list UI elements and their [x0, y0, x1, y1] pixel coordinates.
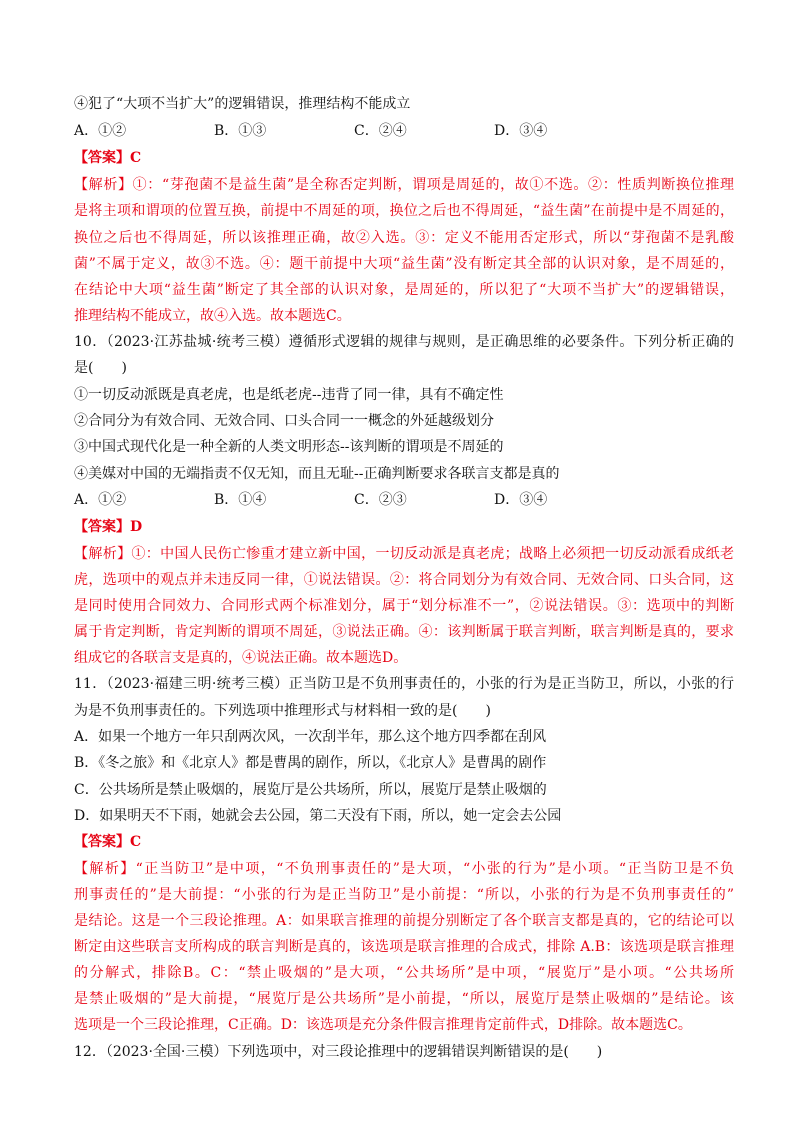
q10-analysis-line: 属于肯定判断，肯定判断的谓项不周延，③说法正确。④：该判断属于联言判断，联言判断是真的，要求	[74, 624, 734, 640]
q11-analysis-line: 的分解式，排除B。C：“禁止吸烟的”是大项，“公共场所”是中项，“展览厅”是小项。“公共场所	[74, 965, 734, 981]
q9-analysis-line: 推理结构不能成立，故④入选。故本题选C。	[74, 308, 351, 324]
q11-choice-b: B．《冬之旅》和《北京人》都是曹禺的剧作，所以，《北京人》是曹禺的剧作	[74, 755, 547, 771]
q10-item: ①一切反动派既是真老虎，也是纸老虎--违背了同一律，具有不确定性	[74, 387, 504, 403]
q9-option-c: C．②④	[354, 123, 407, 139]
q9-answer: 【答案】C	[74, 150, 142, 166]
q10-option-c: C．②③	[354, 492, 407, 508]
q10-stem: 10．（2023·江苏盐城·统考三模）遵循形式逻辑的规律与规则，是正确思维的必要条件。下列分析正确的	[74, 334, 734, 350]
q11-analysis-line: 【解析】“正当防卫”是中项，“不负刑事责任的”是大项，“小张的行为”是小项。“正当防卫是不负	[74, 861, 734, 877]
q11-stem: 为是不负刑事责任的。下列选项中推理形式与材料相一致的是( )	[74, 703, 491, 719]
q10-option-b: B．①④	[214, 492, 267, 508]
q9-analysis-line: 是将主项和谓项的位置互换，前提中不周延的项，换位之后也不得周延，“益生菌”在前提中是不周延的，	[74, 203, 734, 219]
q11-choice-c: C．公共场所是禁止吸烟的，展览厅是公共场所，所以，展览厅是禁止吸烟的	[74, 782, 547, 798]
q10-stem: 是( )	[74, 360, 127, 376]
q11-answer: 【答案】C	[74, 834, 142, 850]
q10-item: ②合同分为有效合同、无效合同、口头合同一一概念的外延越级划分	[74, 413, 494, 429]
q11-analysis-line: 断定由这些联言支所构成的联言判断是真的，该选项是联言推理的合成式，排除 A.B：该选项是联言推理	[74, 939, 734, 955]
q9-option-d: D．③④	[494, 123, 548, 139]
q9-analysis-line: 换位之后也不得周延，所以该推理正确，故②入选。③：定义不能用否定形式，所以“芽孢菌不是乳酸	[74, 230, 734, 246]
q11-analysis-line: 是禁止吸烟的”是大前提，“展览厅是公共场所”是小前提，“所以，展览厅是禁止吸烟的”是结论。该	[74, 991, 734, 1007]
q10-options	[74, 490, 734, 514]
q10-analysis-line: 虎，选项中的观点并未违反同一律，①说法错误。②：将合同划分为有效合同、无效合同、口头合同，这	[74, 572, 734, 588]
q10-analysis-line: 是同时使用合同效力、合同形式两个标准划分，属于“划分标准不一”，②说法错误。③：选项中的判断	[74, 598, 734, 614]
q9-option-b: B．①③	[214, 123, 267, 139]
q12-stem: 12．（2023·全国·三模）下列选项中，对三段论推理中的逻辑错误判断错误的是( )	[74, 1044, 603, 1060]
q9-analysis-line: 【解析】①：“芽孢菌不是益生菌”是全称否定判断，谓项是周延的，故①不选。②：性质判断换位推理	[74, 177, 734, 193]
q9-analysis-line: 菌”不属于定义，故③不选。④：题干前提中大项“益生菌”没有断定其全部的认识对象，是不周延的，	[74, 256, 734, 272]
q11-choice-d: D．如果明天不下雨，她就会去公园，第二天没有下雨，所以，她一定会去公园	[74, 808, 562, 824]
q10-analysis-line: 组成它的各联言支是真的，④说法正确。故本题选D。	[74, 650, 408, 666]
q9-option-a: A．①②	[74, 123, 127, 139]
q9-analysis-line: 在结论中大项“益生菌”断定了其全部的认识对象，是周延的，所以犯了“大项不当扩大”的逻辑错误，	[74, 282, 734, 298]
q11-analysis-line: 刑事责任的”是大前提：“小张的行为是正当防卫”是小前提：“所以，小张的行为是不负刑事责任的”	[74, 887, 734, 903]
q9-options	[74, 121, 734, 145]
q11-choice-a: A．如果一个地方一年只刮两次风，一次刮半年，那么这个地方四季都在刮风	[74, 729, 547, 745]
q11-analysis-line: 选项是一个三段论推理，C正确。D：该选项是充分条件假言推理肯定前件式，D排除。故本题选C。	[74, 1017, 692, 1033]
q10-analysis-line: 【解析】①：中国人民伤亡惨重才建立新中国，一切反动派是真老虎；战略上必须把一切反动派看成纸老	[74, 546, 734, 562]
q11-analysis-line: 是结论。这是一个三段论推理。A：如果联言推理的前提分别断定了各个联言支都是真的，它的结论可以	[74, 913, 734, 929]
q10-item: ④美媒对中国的无端指责不仅无知，而且无耻--正确判断要求各联言支都是真的	[74, 466, 560, 482]
q9-option-4-text: ④犯了“大项不当扩大”的逻辑错误，推理结构不能成立	[74, 96, 411, 112]
q10-option-d: D．③④	[494, 492, 548, 508]
q10-option-a: A．①②	[74, 492, 127, 508]
q10-answer: 【答案】D	[74, 519, 143, 535]
q11-stem: 11．（2023·福建三明·统考三模）正当防卫是不负刑事责任的，小张的行为是正当防卫，所以，小张的行	[74, 676, 734, 692]
q10-item: ③中国式现代化是一种全新的人类文明形态--该判断的谓项是不周延的	[74, 439, 504, 455]
